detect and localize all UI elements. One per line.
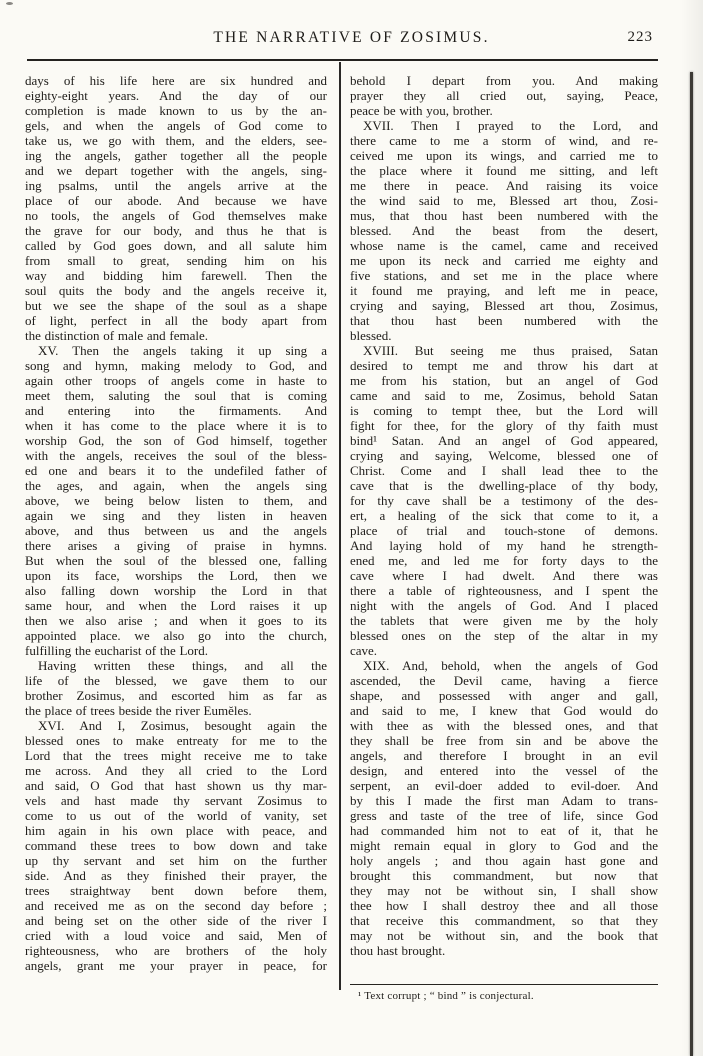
text-line: but we see the shape of the soul as a shape (25, 298, 327, 313)
right-column (350, 73, 658, 1003)
paragraph (350, 73, 658, 118)
text-line: with thee as with the blessed ones, and that (350, 718, 658, 733)
paragraph (25, 343, 327, 658)
text-line: XIX. And, behold, when the angels of God (363, 658, 658, 673)
text-line: might remain equal in glory to God and the (350, 838, 658, 853)
text-line: XVII. Then I prayed to the Lord, and (363, 118, 658, 133)
text-line: crying and saying, Welcome, blessed one of (350, 448, 658, 463)
text-line: completion is made known to us by the an- (25, 103, 327, 118)
scan-artifact (6, 2, 13, 5)
text-line: eighty-eight years. And the day of our (25, 88, 327, 103)
binding-edge-line (690, 72, 693, 1056)
text-line: no tools, the angels of God themselves make (25, 208, 327, 223)
text-line: the ages, and again, when the angels sing (25, 478, 327, 493)
text-line: fulfilling the eucharist of the Lord. (25, 643, 209, 658)
text-line: the wind said to me, Blessed art thou, Zosi- (350, 193, 658, 208)
text-line: shape, and possessed with anger and gall, (350, 688, 658, 703)
text-line: came and said to me, Zosimus, behold Satan (350, 388, 658, 403)
text-line: worship God, the son of God himself, together (25, 433, 327, 448)
text-line: cried with a loud voice and said, Men of (25, 928, 327, 943)
text-line: serpent, an evil-doer added to evil-doer. And (350, 778, 658, 793)
text-line: design, and entered into the vessel of the (350, 763, 658, 778)
text-line: ened me, and led me for forty days to the (350, 553, 658, 568)
text-line: and received me as on the second day before ; (25, 898, 327, 913)
text-line: for thy cave shall be a testimony of the des- (350, 493, 658, 508)
text-line: then we also arise ; and when it goes to its (25, 613, 327, 628)
left-column (25, 73, 327, 973)
text-line: me there in peace. And raising its voice (350, 178, 658, 193)
text-line: peace be with you, brother. (350, 103, 493, 118)
text-line: the tablets that were given me by the holy (350, 613, 658, 628)
text-line: blessed ones to make entreaty for me to the (25, 733, 327, 748)
footnote-block (350, 984, 658, 1003)
text-line: soul quits the body and the angels receive it, (25, 283, 327, 298)
text-line: him again in his own place with peace, and (25, 823, 327, 838)
paragraph (25, 73, 327, 343)
page-title: THE NARRATIVE OF ZOSIMUS. (213, 29, 490, 46)
text-line: brother Zosimus, and escorted him as far as (25, 688, 327, 703)
header-rule (27, 59, 658, 61)
text-line: behold I depart from you. And making (350, 73, 658, 88)
text-line: the distinction of male and female. (25, 328, 208, 343)
text-line: me across. And they all cried to the Lord (25, 763, 327, 778)
text-line: gels, and when the angels of God come to (25, 118, 327, 133)
text-line: also falling down worship the Lord in that (25, 583, 327, 598)
text-line: upon its face, worships the Lord, then we (25, 568, 327, 583)
text-line: appointed place. we also go into the church, (25, 628, 327, 643)
text-line: and said to me, I knew that God would do (350, 703, 658, 718)
text-line: me from his station, but an angel of God (350, 373, 658, 388)
text-line: again we sing and they listen in heaven (25, 508, 327, 523)
text-line: come to us out of the world of vanity, set (25, 808, 327, 823)
text-line: there arises a giving of praise in hymns. (25, 538, 327, 553)
text-line: side. And as they finished their prayer, the (25, 868, 327, 883)
text-line: XVI. And I, Zosimus, besought again the (38, 718, 327, 733)
text-line: cave where I had dwelt. And there was (350, 568, 658, 583)
paragraph (25, 658, 327, 718)
text-line: they may not be without sin, I shall show (350, 883, 658, 898)
text-line: take us, we go with them, and the elders, see- (25, 133, 327, 148)
text-line: five stations, and set me in the place where (350, 268, 658, 283)
text-line: command these trees to bow down and take (25, 838, 327, 853)
text-line: But when the soul of the blessed one, falling (25, 553, 327, 568)
text-line: from small to great, sending him on his (25, 253, 327, 268)
text-line: and we depart together with the angels, sing- (25, 163, 327, 178)
text-line: Lord that the trees might receive me to take (25, 748, 327, 763)
text-line: angels, grant me your prayer in peace, for (25, 958, 327, 973)
text-line: blessed ones on the step of the altar in my (350, 628, 658, 643)
text-line: gress and taste of the tree of life, since God (350, 808, 658, 823)
text-line: is coming to tempt thee, but the Lord will (350, 403, 658, 418)
text-line: angels, and therefore I brought in an evil (350, 748, 658, 763)
text-line: way and bidding him farewell. Then the (25, 268, 327, 283)
text-line: again other troops of angels come in haste to (25, 373, 327, 388)
text-line: that receive this commandment, so that they (350, 913, 658, 928)
text-line: above, we being below listen to them, and (25, 493, 327, 508)
text-line: ert, a healing of the sick that come to it, a (350, 508, 658, 523)
text-line: ing psalms, until the angels arrive at the (25, 178, 327, 193)
text-line: the grave for our body, and thus he that is (25, 223, 327, 238)
text-line: had commanded him not to eat of it, that he (350, 823, 658, 838)
text-line: me upon its neck and carried me eighty and (350, 253, 658, 268)
text-line: there a table of righteousness, and I spent the (350, 583, 658, 598)
text-line: prayer they all cried out, saying, Peace, (350, 88, 658, 103)
text-line: song and hymn, making melody to God, and (25, 358, 327, 373)
text-line: blessed. And the beast from the desert, (350, 223, 658, 238)
right-column-text (350, 73, 658, 958)
text-line: cave that is the dwelling-place of thy body, (350, 478, 658, 493)
text-line: brought this commandment, but now that (350, 868, 658, 883)
text-line: there came to me a storm of wind, and re- (350, 133, 658, 148)
text-line: fight for thee, for the glory of thy faith must (350, 418, 658, 433)
text-line: same hour, and when the Lord raises it up (25, 598, 327, 613)
text-line: mus, that thou hast been numbered with the (350, 208, 658, 223)
text-line: they shall be free from sin and be above the (350, 733, 658, 748)
text-line: XV. Then the angels taking it up sing a (38, 343, 327, 358)
text-line: holy angels ; and thou again hast gone and (350, 853, 658, 868)
text-line: life of the blessed, we gave them to our (25, 673, 327, 688)
text-line: XVIII. But seeing me thus praised, Satan (363, 343, 658, 358)
page-number: 223 (627, 29, 653, 45)
text-line: by this I made the first man Adam to trans- (350, 793, 658, 808)
text-line: thee how I shall destroy thee and all those (350, 898, 658, 913)
text-line: up thy servant and set him on the further (25, 853, 327, 868)
text-line: when it has come to the place where it is to (25, 418, 327, 433)
paragraph (25, 718, 327, 973)
text-line: whose name is the camel, came and received (350, 238, 658, 253)
text-line: ing the angels, gather together all the people (25, 148, 327, 163)
footnote-text: ¹ Text corrupt ; “ bind ” is conjectural. (358, 990, 534, 1002)
text-line: Having written these things, and all the (38, 658, 327, 673)
text-line: it found me praying, and left me in peace, (350, 283, 658, 298)
text-line: above, and thus between us and the angels (25, 523, 327, 538)
text-line: place of trial and touch-stone of demons. (350, 523, 658, 538)
text-line: ceived me upon its wings, and carried me to (350, 148, 658, 163)
paragraph (350, 343, 658, 658)
text-line: crying and saying, Blessed art thou, Zosimus, (350, 298, 658, 313)
paragraph (350, 118, 658, 343)
text-line: meet them, saluting the soul that is coming (25, 388, 327, 403)
text-line: vels and hast made thy servant Zosimus to (25, 793, 327, 808)
text-line: thou hast brought. (350, 943, 446, 958)
text-line: righteousness, who are brothers of the holy (25, 943, 327, 958)
text-line: Christ. Come and I shall lead thee to the (350, 463, 658, 478)
text-line: that thou hast been numbered with the (350, 313, 658, 328)
column-divider-rule (339, 62, 341, 990)
text-line: with the angels, receives the soul of the bless- (25, 448, 327, 463)
text-line: desired to tempt me and throw his dart at (350, 358, 658, 373)
text-line: days of his life here are six hundred and (25, 73, 327, 88)
text-line: and being set on the other side of the river I (25, 913, 327, 928)
text-line: place of our abode. And because we have (25, 193, 327, 208)
text-line: cave. (350, 643, 378, 658)
text-line: and entering into the firmaments. And (25, 403, 327, 418)
text-line: of light, perfect in all the body apart from (25, 313, 327, 328)
text-line: the place where it found me sitting, and left (350, 163, 658, 178)
text-line: and said, O God that hast shown us thy mar- (25, 778, 327, 793)
text-line: ed one and bears it to the undefiled father of (25, 463, 327, 478)
footnote-rule (350, 984, 658, 985)
text-line: the place of trees beside the river Eumĕles. (25, 703, 252, 718)
text-line: trees straightway bent down before them, (25, 883, 327, 898)
text-line: may not be without sin, and the book that (350, 928, 658, 943)
text-line: called by God goes down, and all salute him (25, 238, 327, 253)
text-line: night with the angels of God. And I placed (350, 598, 658, 613)
text-line: And laying hold of my hand he strength- (350, 538, 658, 553)
text-line: bind¹ Satan. And an angel of God appeared, (350, 433, 658, 448)
text-line: ascended, the Devil came, having a fierce (350, 673, 658, 688)
text-line: blessed. (350, 328, 392, 343)
paragraph (350, 658, 658, 958)
